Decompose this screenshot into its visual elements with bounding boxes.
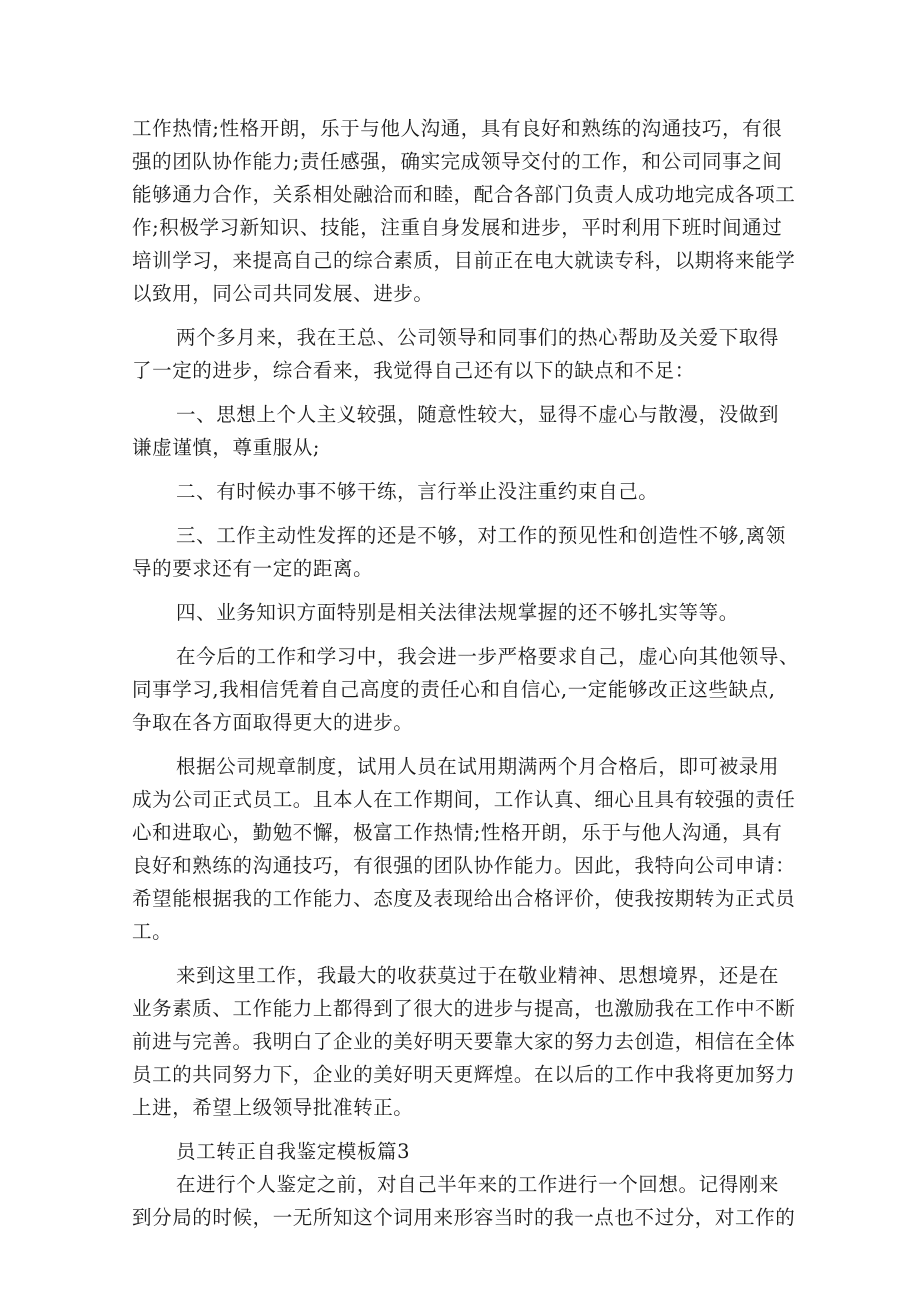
text-line: 以致用，同公司共同发展、进步。 [132,282,434,305]
text-line: 工作热情;性格开朗，乐于与他人沟通，具有良好和熟练的沟通技巧，有很 [132,117,783,140]
text-line: 业务素质、工作能力上都得到了很大的进步与提高，也激励我在工作中不断 [132,997,796,1020]
paragraph [132,519,792,585]
text-line: 良好和熟练的沟通技巧，有很强的团队协作能力。因此，我特向公司申请： [132,854,796,877]
text-line: 两个多月来，我在王总、公司领导和同事们的热心帮助及关爱下取得 [176,326,780,349]
paragraph [132,321,792,387]
text-line: 工。 [132,920,173,943]
text-line: 在今后的工作和学习中，我会进一步严格要求自己，虚心向其他领导、 [176,645,800,668]
document-page [132,112,800,1234]
section-heading [132,1135,792,1168]
text-line: 一、思想上个人主义较强，随意性较大，显得不虚心与散漫，没做到 [176,403,780,426]
paragraph [132,959,796,1124]
text-line: 了一定的进步，综合看来，我觉得自己还有以下的缺点和不足： [132,359,695,382]
text-line: 前进与完善。我明白了企业的美好明天要靠大家的努力去创造，相信在全体 [132,1030,796,1053]
text-line: 到分局的时候，一无所知这个词用来形容当时的我一点也不过分，对工作的 [132,1206,796,1229]
paragraph [132,1168,796,1234]
text-line: 培训学习，来提高自己的综合素质，目前正在电大就读专科，以期将来能学 [132,249,796,272]
text-line: 在进行个人鉴定之前，对自己半年来的工作进行一个回想。记得刚来 [176,1173,780,1196]
text-line: 谦虚谨慎，尊重服从; [132,436,321,459]
text-line: 三、工作主动性发挥的还是不够，对工作的预见性和创造性不够,离领 [176,524,786,547]
paragraph [132,596,792,629]
paragraph [132,112,796,310]
text-line: 强的团队协作能力;责任感强，确实完成领导交付的工作，和公司同事之间 [132,150,783,173]
text-line: 来到这里工作，我最大的收获莫过于在敬业精神、思想境界，还是在 [176,964,780,987]
text-line: 希望能根据我的工作能力、态度及表现给出合格评价，使我按期转为正式员 [132,887,796,910]
text-line: 作;积极学习新知识、技能，注重自身发展和进步，平时利用下班时间通过 [132,216,783,239]
text-line: 导的要求还有一定的距离。 [132,557,374,580]
paragraph [132,398,792,464]
text-line: 四、业务知识方面特别是相关法律法规掌握的还不够扎实等等。 [176,601,739,624]
heading-text: 员工转正自我鉴定模板篇3 [176,1140,411,1163]
text-line: 争取在各方面取得更大的进步。 [132,711,414,734]
text-line: 上进，希望上级领导批准转正。 [132,1096,414,1119]
text-line: 员工的共同努力下，企业的美好明天更辉煌。在以后的工作中我将更加努力 [132,1063,796,1086]
text-line: 二、有时候办事不够干练，言行举止没注重约束自己。 [176,480,659,503]
paragraph [132,750,796,948]
text-line: 成为公司正式员工。且本人在工作期间，工作认真、细心且具有较强的责任 [132,788,796,811]
text-line: 心和进取心，勤勉不懈，极富工作热情;性格开朗，乐于与他人沟通，具有 [132,821,783,844]
paragraph [132,475,792,508]
text-line: 同事学习,我相信凭着自己高度的责任心和自信心,一定能够改正这些缺点, [132,678,776,701]
paragraph [132,640,800,739]
text-line: 根据公司规章制度，试用人员在试用期满两个月合格后，即可被录用 [176,755,780,778]
text-line: 能够通力合作，关系相处融洽而和睦，配合各部门负责人成功地完成各项工 [132,183,796,206]
